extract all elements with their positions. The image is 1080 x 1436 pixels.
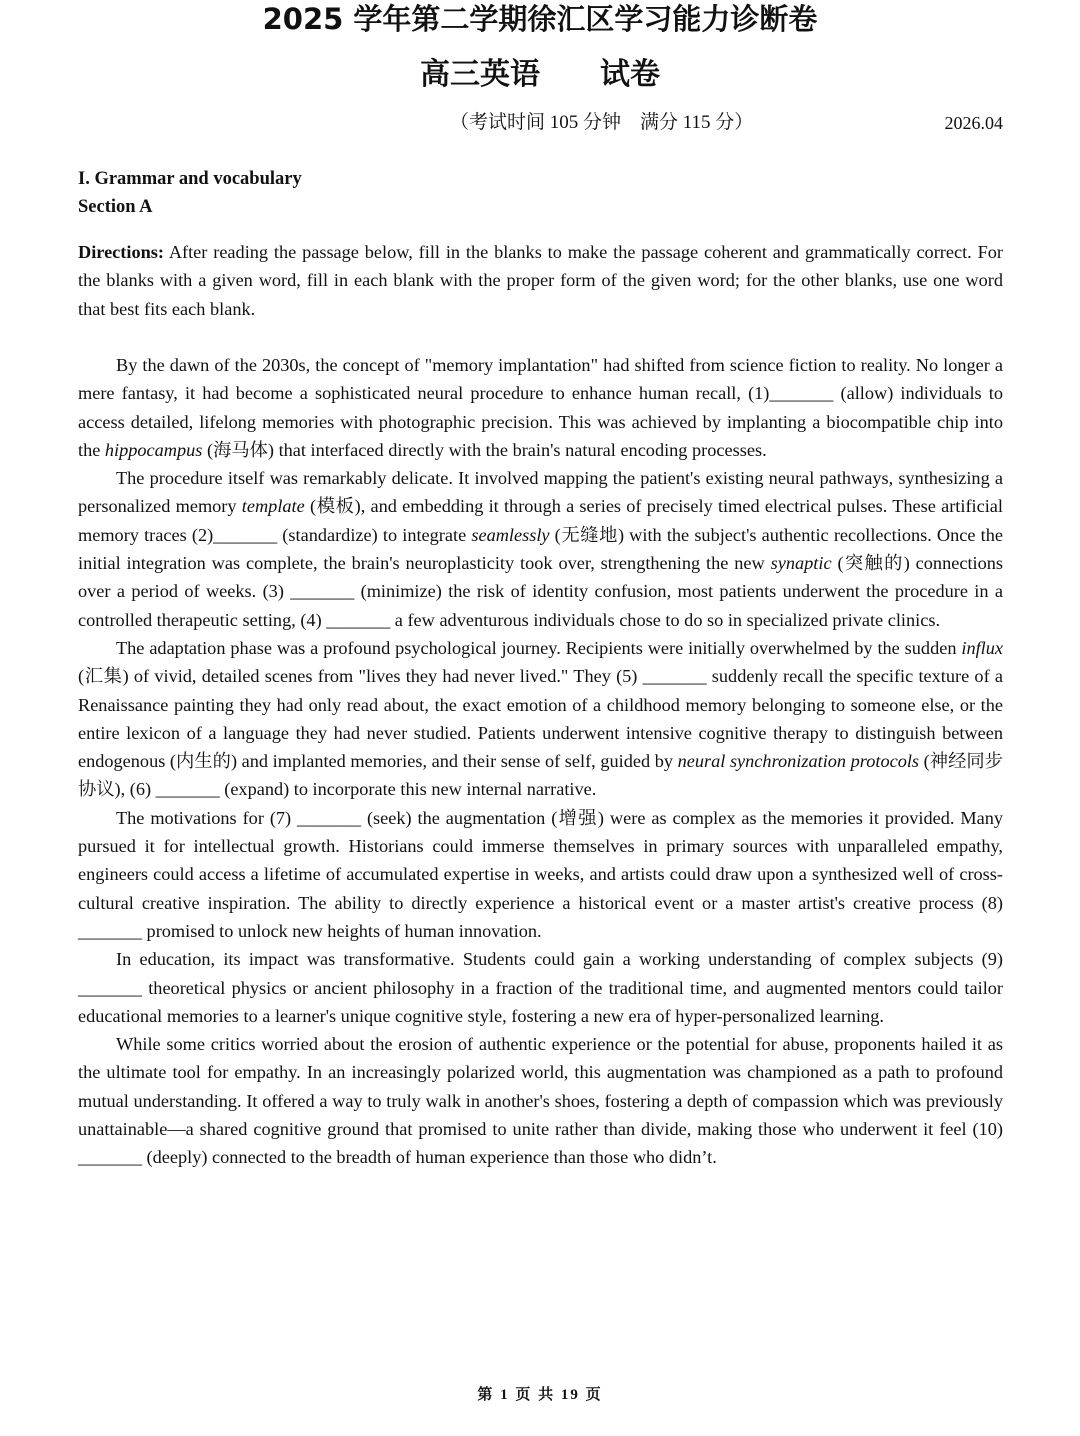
- section-heading: Section A: [78, 197, 153, 217]
- directions: [78, 238, 1003, 323]
- passage-paragraph: [78, 1030, 1003, 1171]
- passage-text: The procedure itself was remarkably delicate. It involved mapping the patient's existing neural pathways, synthesizing a personalized memory: [78, 468, 1003, 517]
- passage-text: The adaptation phase was a profound psychological journey. Recipients were initially overwhelmed by the sudden: [116, 637, 962, 658]
- exam-date: 2026.04: [944, 113, 1003, 133]
- exam-info: （考试时间 105 分钟 满分 115 分）: [450, 112, 754, 133]
- passage-text: (无缝地) with the subject's authentic recollections. Once the initial integration was complete, the brain's neuroplasticity took over, strengthening the new: [78, 524, 1003, 574]
- paper-label: 试卷: [600, 57, 660, 92]
- italic-term: neural synchronization protocols: [677, 751, 920, 772]
- part-heading: I. Grammar and vocabulary: [78, 169, 302, 189]
- passage-text: The motivations for (7) _______ (seek) the augmentation (增强) were as complex as the memories it provided. Many pursued it for intellectual growth. Historians could immerse themselves in primary sources with unparalleled empathy, engineers could access a lifetime of accumulated expertise in weeks, and artists could draw upon a synthesized well of cross-cultural creative inspiration. The ability to directly experience a historical event or a master artist's creative process (8) _______ promised to unlock new heights of human innovation.: [78, 807, 1003, 941]
- passage-text: By the dawn of the 2030s, the concept of "memory implantation" had shifted from science fiction to reality. No longer a mere fantasy, it had become a sophisticated neural procedure to enhance human recall, (1)_______ (allow) individuals to access detailed, lifelong memories with photographic precision. This was achieved by implanting a biocompatible chip into the: [78, 355, 1003, 460]
- italic-term: template: [241, 496, 305, 517]
- passage-text: While some critics worried about the erosion of authentic experience or the potential for abuse, proponents hailed it as the ultimate tool for empathy. In an increasingly polarized world, this augmentation was championed as a path to profound mutual understanding. It offered a way to truly walk in another's shoes, fostering a depth of compassion which was previously unattainable—a shared cognitive ground that promised to unite rather than divide, making those who underwent it feel (10) _______ (deeply) connected to the breadth of human experience than those who didn’t.: [78, 1034, 1003, 1168]
- passage-paragraph: [78, 634, 1003, 804]
- passage-text: (神经同步协议), (6) _______ (expand) to incorporate this new internal narrative.: [78, 751, 1003, 800]
- exam-subtitle: [0, 55, 1080, 95]
- passage-text: In education, its impact was transformative. Students could gain a working understanding of complex subjects (9) _______ theoretical physics or ancient philosophy in a fraction of the traditional time, and augmented mentors could tailor educational memories to a learner's unique cognitive style, fostering a new era of hyper-personalized learning.: [78, 949, 1003, 1026]
- subject: 高三英语: [420, 57, 540, 92]
- passage-text: (汇集) of vivid, detailed scenes from "lives they had never lived." They (5) _______ suddenly recall the specific texture of a Renaissance painting they had only read about, the exact emotion of a childhood memory belonging to someone else, or the entire lexicon of a language they had never studied. Patients underwent intensive cognitive therapy to distinguish between endogenous (内生的) and implanted memories, and their sense of self, guided by: [78, 666, 1003, 772]
- italic-term: hippocampus: [104, 439, 203, 460]
- exam-title: 2025 学年第二学期徐汇区学习能力诊断卷: [262, 2, 818, 36]
- passage-paragraph: [78, 464, 1003, 634]
- directions-label: Directions:: [78, 242, 164, 262]
- passage-text: (突触的) connections over a period of weeks. (3) _______ (minimize) the risk of identity confusion, most patients underwent the procedure in a controlled therapeutic setting, (4) _______ a few adventurous individuals chose to do so in specialized private clinics.: [78, 553, 1003, 630]
- page-number: 第 1 页 共 19 页: [477, 1387, 603, 1403]
- italic-term: seamlessly: [471, 524, 550, 545]
- passage-text: (模板), and embedding it through a series of precisely timed electrical pulses. These artificial memory traces (2)_______ (standardize) to integrate: [78, 496, 1003, 545]
- italic-term: synaptic: [770, 553, 832, 574]
- passage-text: (海马体) that interfaced directly with the brain's natural encoding processes.: [202, 439, 767, 460]
- passage-paragraph: [78, 351, 1003, 464]
- passage-paragraph: [78, 804, 1003, 945]
- passage: [78, 351, 1003, 1172]
- passage-paragraph: [78, 945, 1003, 1030]
- directions-text: After reading the passage below, fill in the blanks to make the passage coherent and grammatically correct. For the blanks with a given word, fill in each blank with the proper form of the given word; for the other blanks, use one word that best fits each blank.: [78, 242, 1003, 319]
- italic-term: influx: [961, 637, 1003, 658]
